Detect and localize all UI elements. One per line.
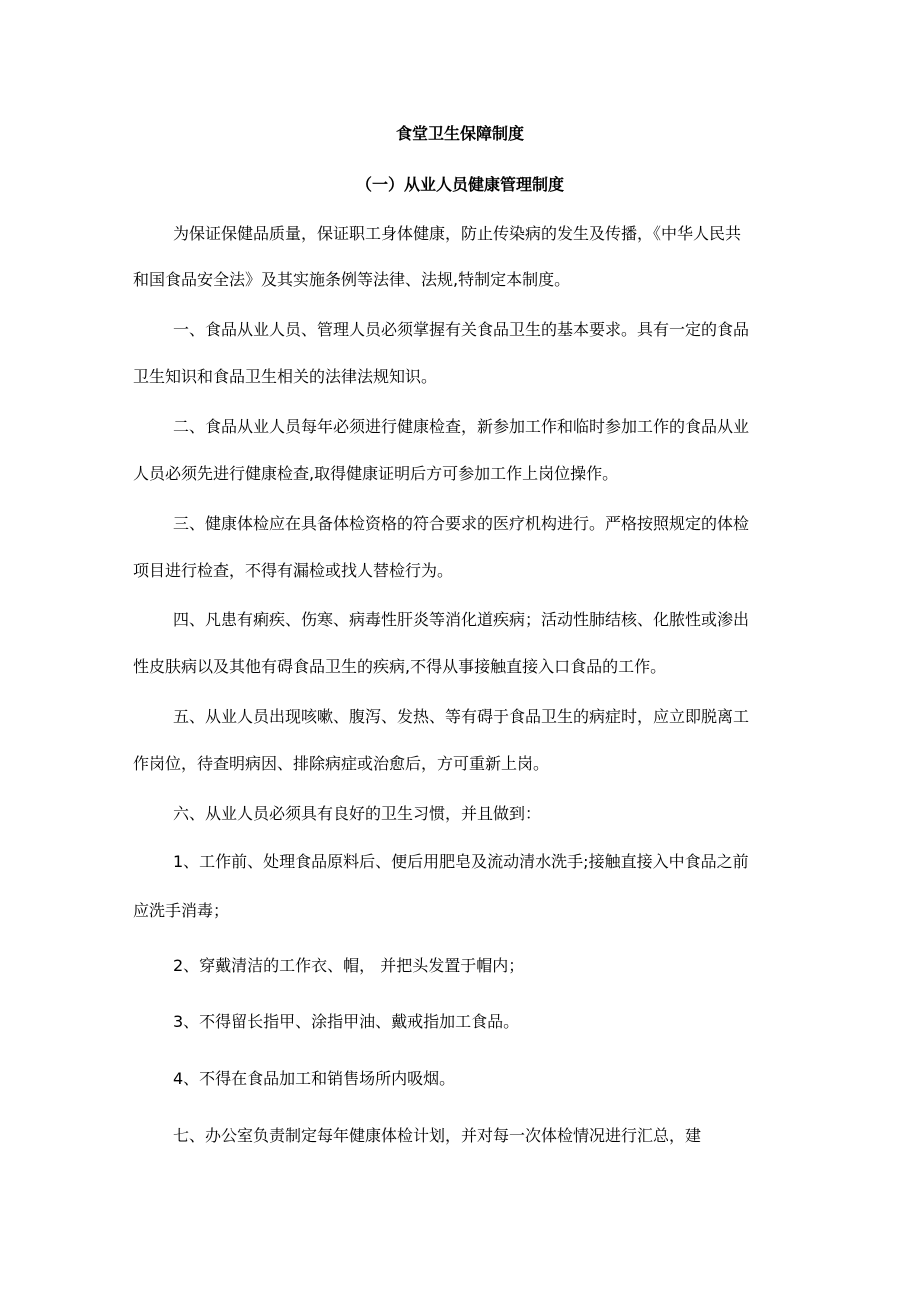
paragraph-line: 应洗手消毒；	[133, 901, 230, 920]
paragraph-line: 为保证保健品质量，保证职工身体健康，防止传染病的发生及传播，《中华人民共	[173, 224, 742, 243]
paragraph-line: 六、从业人员必须具有良好的卫生习惯，并且做到：	[173, 804, 542, 823]
paragraph-line: 五、从业人员出现咳嗽、腹泻、发热、等有碍于食品卫生的病症时，应立即脱离工	[173, 707, 750, 726]
paragraph-line: 四、凡患有痢疾、伤寒、病毒性肝炎等消化道疾病；活动性肺结核、化脓性或渗出	[173, 610, 750, 629]
paragraph-line: 4、不得在食品加工和销售场所内吸烟。	[173, 1069, 456, 1088]
paragraph-line: 2、穿戴清洁的工作衣、帽， 并把头发置于帽内；	[173, 956, 525, 975]
paragraph-line: 1、工作前、处理食品原料后、便后用肥皂及流动清水洗手;接触直接入中食品之前	[173, 852, 749, 871]
paragraph-line: 项目进行检查，不得有漏检或找人替检行为。	[133, 561, 454, 580]
document-title: 食堂卫生保障制度	[395, 124, 524, 143]
paragraph-line: 一、食品从业人员、管理人员必须掌握有关食品卫生的基本要求。具有一定的食品	[173, 320, 750, 339]
paragraph-line: 和国食品安全法》及其实施条例等法律、法规,特制定本制度。	[133, 270, 571, 289]
paragraph-line: 3、不得留长指甲、涂指甲油、戴戒指加工食品。	[173, 1012, 520, 1031]
paragraph-line: 七、办公室负责制定每年健康体检计划，并对每一次体检情况进行汇总，建	[173, 1126, 702, 1145]
paragraph-line: 卫生知识和食品卫生相关的法律法规知识。	[133, 367, 438, 386]
paragraph-line: 人员必须先进行健康检查,取得健康证明后方可参加工作上岗位操作。	[133, 464, 619, 483]
paragraph-line: 作岗位，待查明病因、排除病症或治愈后，方可重新上岗。	[133, 754, 550, 773]
paragraph-line: 三、健康体检应在具备体检资格的符合要求的医疗机构进行。严格按照规定的体检	[173, 514, 750, 533]
paragraph-line: 二、食品从业人员每年必须进行健康检查，新参加工作和临时参加工作的食品从业	[173, 417, 750, 436]
paragraph-line: 性皮肤病以及其他有碍食品卫生的疾病,不得从事接触直接入口食品的工作。	[133, 657, 667, 676]
section-heading: （一）从业人员健康管理制度	[355, 175, 564, 194]
